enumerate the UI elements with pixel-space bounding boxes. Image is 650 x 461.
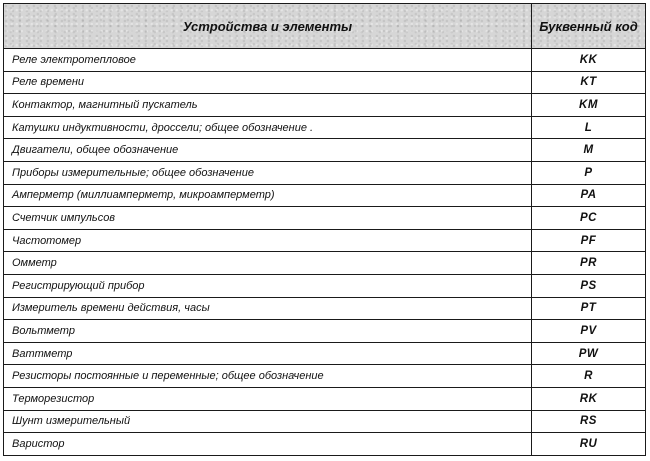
letter-code-cell: PR [532, 252, 646, 275]
table-row [4, 274, 646, 297]
table-row [4, 207, 646, 230]
device-name-cell: Варистор [4, 433, 532, 456]
letter-code-cell: M [532, 139, 646, 162]
letter-code-cell: PF [532, 229, 646, 252]
table-header-row [4, 4, 646, 49]
device-name-cell: Контактор, магнитный пускатель [4, 94, 532, 117]
device-name-cell: Ваттметр [4, 342, 532, 365]
letter-code-table [3, 3, 646, 456]
table-body [4, 49, 646, 456]
device-name-cell: Счетчик импульсов [4, 207, 532, 230]
table-row [4, 342, 646, 365]
device-name-cell: Частотомер [4, 229, 532, 252]
table-row [4, 116, 646, 139]
table-row [4, 252, 646, 275]
table-row [4, 433, 646, 456]
device-name-cell: Реле времени [4, 71, 532, 94]
table-row [4, 94, 646, 117]
table-row [4, 320, 646, 343]
table-row [4, 71, 646, 94]
table-row [4, 410, 646, 433]
table-row [4, 229, 646, 252]
letter-code-cell: PA [532, 184, 646, 207]
letter-code-cell: RS [532, 410, 646, 433]
letter-code-cell: KM [532, 94, 646, 117]
letter-code-cell: RK [532, 387, 646, 410]
table-row [4, 139, 646, 162]
document-page [3, 3, 645, 459]
table-row [4, 49, 646, 72]
letter-code-cell: PT [532, 297, 646, 320]
device-name-cell: Вольтметр [4, 320, 532, 343]
letter-code-cell: PW [532, 342, 646, 365]
table-row [4, 365, 646, 388]
table-row [4, 184, 646, 207]
table-row [4, 297, 646, 320]
letter-code-cell: KK [532, 49, 646, 72]
device-name-cell: Двигатели, общее обозначение [4, 139, 532, 162]
letter-code-cell: R [532, 365, 646, 388]
table-row [4, 387, 646, 410]
letter-code-cell: RU [532, 433, 646, 456]
device-name-cell: Реле электротепловое [4, 49, 532, 72]
letter-code-cell: PV [532, 320, 646, 343]
device-name-cell: Резисторы постоянные и переменные; общее обозначение [4, 365, 532, 388]
device-name-cell: Приборы измерительные; общее обозначение [4, 161, 532, 184]
table-row [4, 161, 646, 184]
letter-code-cell: KT [532, 71, 646, 94]
device-name-cell: Катушки индуктивности, дроссели; общее обозначение . [4, 116, 532, 139]
letter-code-cell: P [532, 161, 646, 184]
letter-code-cell: PS [532, 274, 646, 297]
letter-code-cell: L [532, 116, 646, 139]
header-devices-and-elements: Устройства и элементы [4, 4, 532, 49]
header-letter-code: Буквенный код [532, 4, 646, 49]
device-name-cell: Регистрирующий прибор [4, 274, 532, 297]
device-name-cell: Омметр [4, 252, 532, 275]
device-name-cell: Измеритель времени действия, часы [4, 297, 532, 320]
device-name-cell: Терморезистор [4, 387, 532, 410]
device-name-cell: Амперметр (миллиамперметр, микроамперметр) [4, 184, 532, 207]
device-name-cell: Шунт измерительный [4, 410, 532, 433]
letter-code-cell: PC [532, 207, 646, 230]
